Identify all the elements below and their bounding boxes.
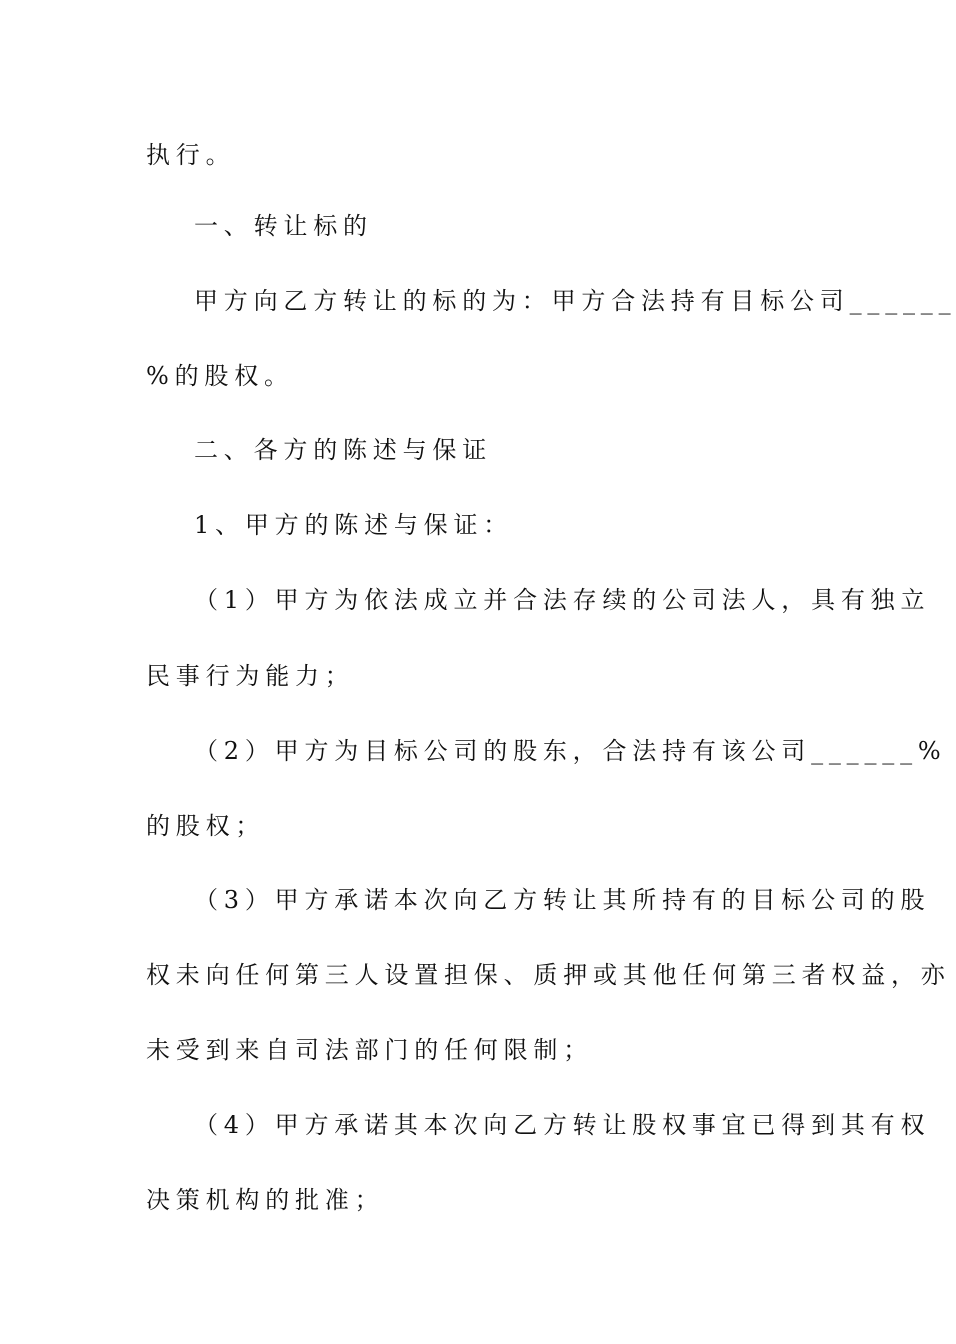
clause-1-line-1: （1）甲方为依法成立并合法存续的公司法人，具有独立 (194, 586, 931, 614)
paragraph-transfer-subject-line-1: 甲方向乙方转让的标的为：甲方合法持有目标公司______ (194, 287, 956, 315)
clause-2-line-1: （2）甲方为目标公司的股东，合法持有该公司______% (194, 737, 947, 765)
section-heading-representations: 二、各方的陈述与保证 (194, 436, 492, 464)
clause-1-line-2: 民事行为能力； (146, 662, 355, 690)
clause-3-line-2: 权未向任何第三人设置担保、质押或其他任何第三者权益，亦 (146, 961, 951, 989)
clause-3-line-1: （3）甲方承诺本次向乙方转让其所持有的目标公司的股 (194, 886, 931, 914)
section-heading-transfer-subject: 一、转让标的 (194, 212, 373, 240)
clause-4-line-1: （4）甲方承诺其本次向乙方转让股权事宜已得到其有权 (194, 1111, 931, 1139)
text-line-continuation: 执行。 (146, 141, 236, 169)
subheading-party-a-representations: 1、甲方的陈述与保证： (194, 511, 514, 539)
paragraph-transfer-subject-line-2: %的股权。 (146, 362, 294, 390)
clause-3-line-3: 未受到来自司法部门的任何限制； (146, 1036, 593, 1064)
clause-4-line-2: 决策机构的批准； (146, 1186, 385, 1214)
clause-2-line-2: 的股权； (146, 812, 266, 840)
